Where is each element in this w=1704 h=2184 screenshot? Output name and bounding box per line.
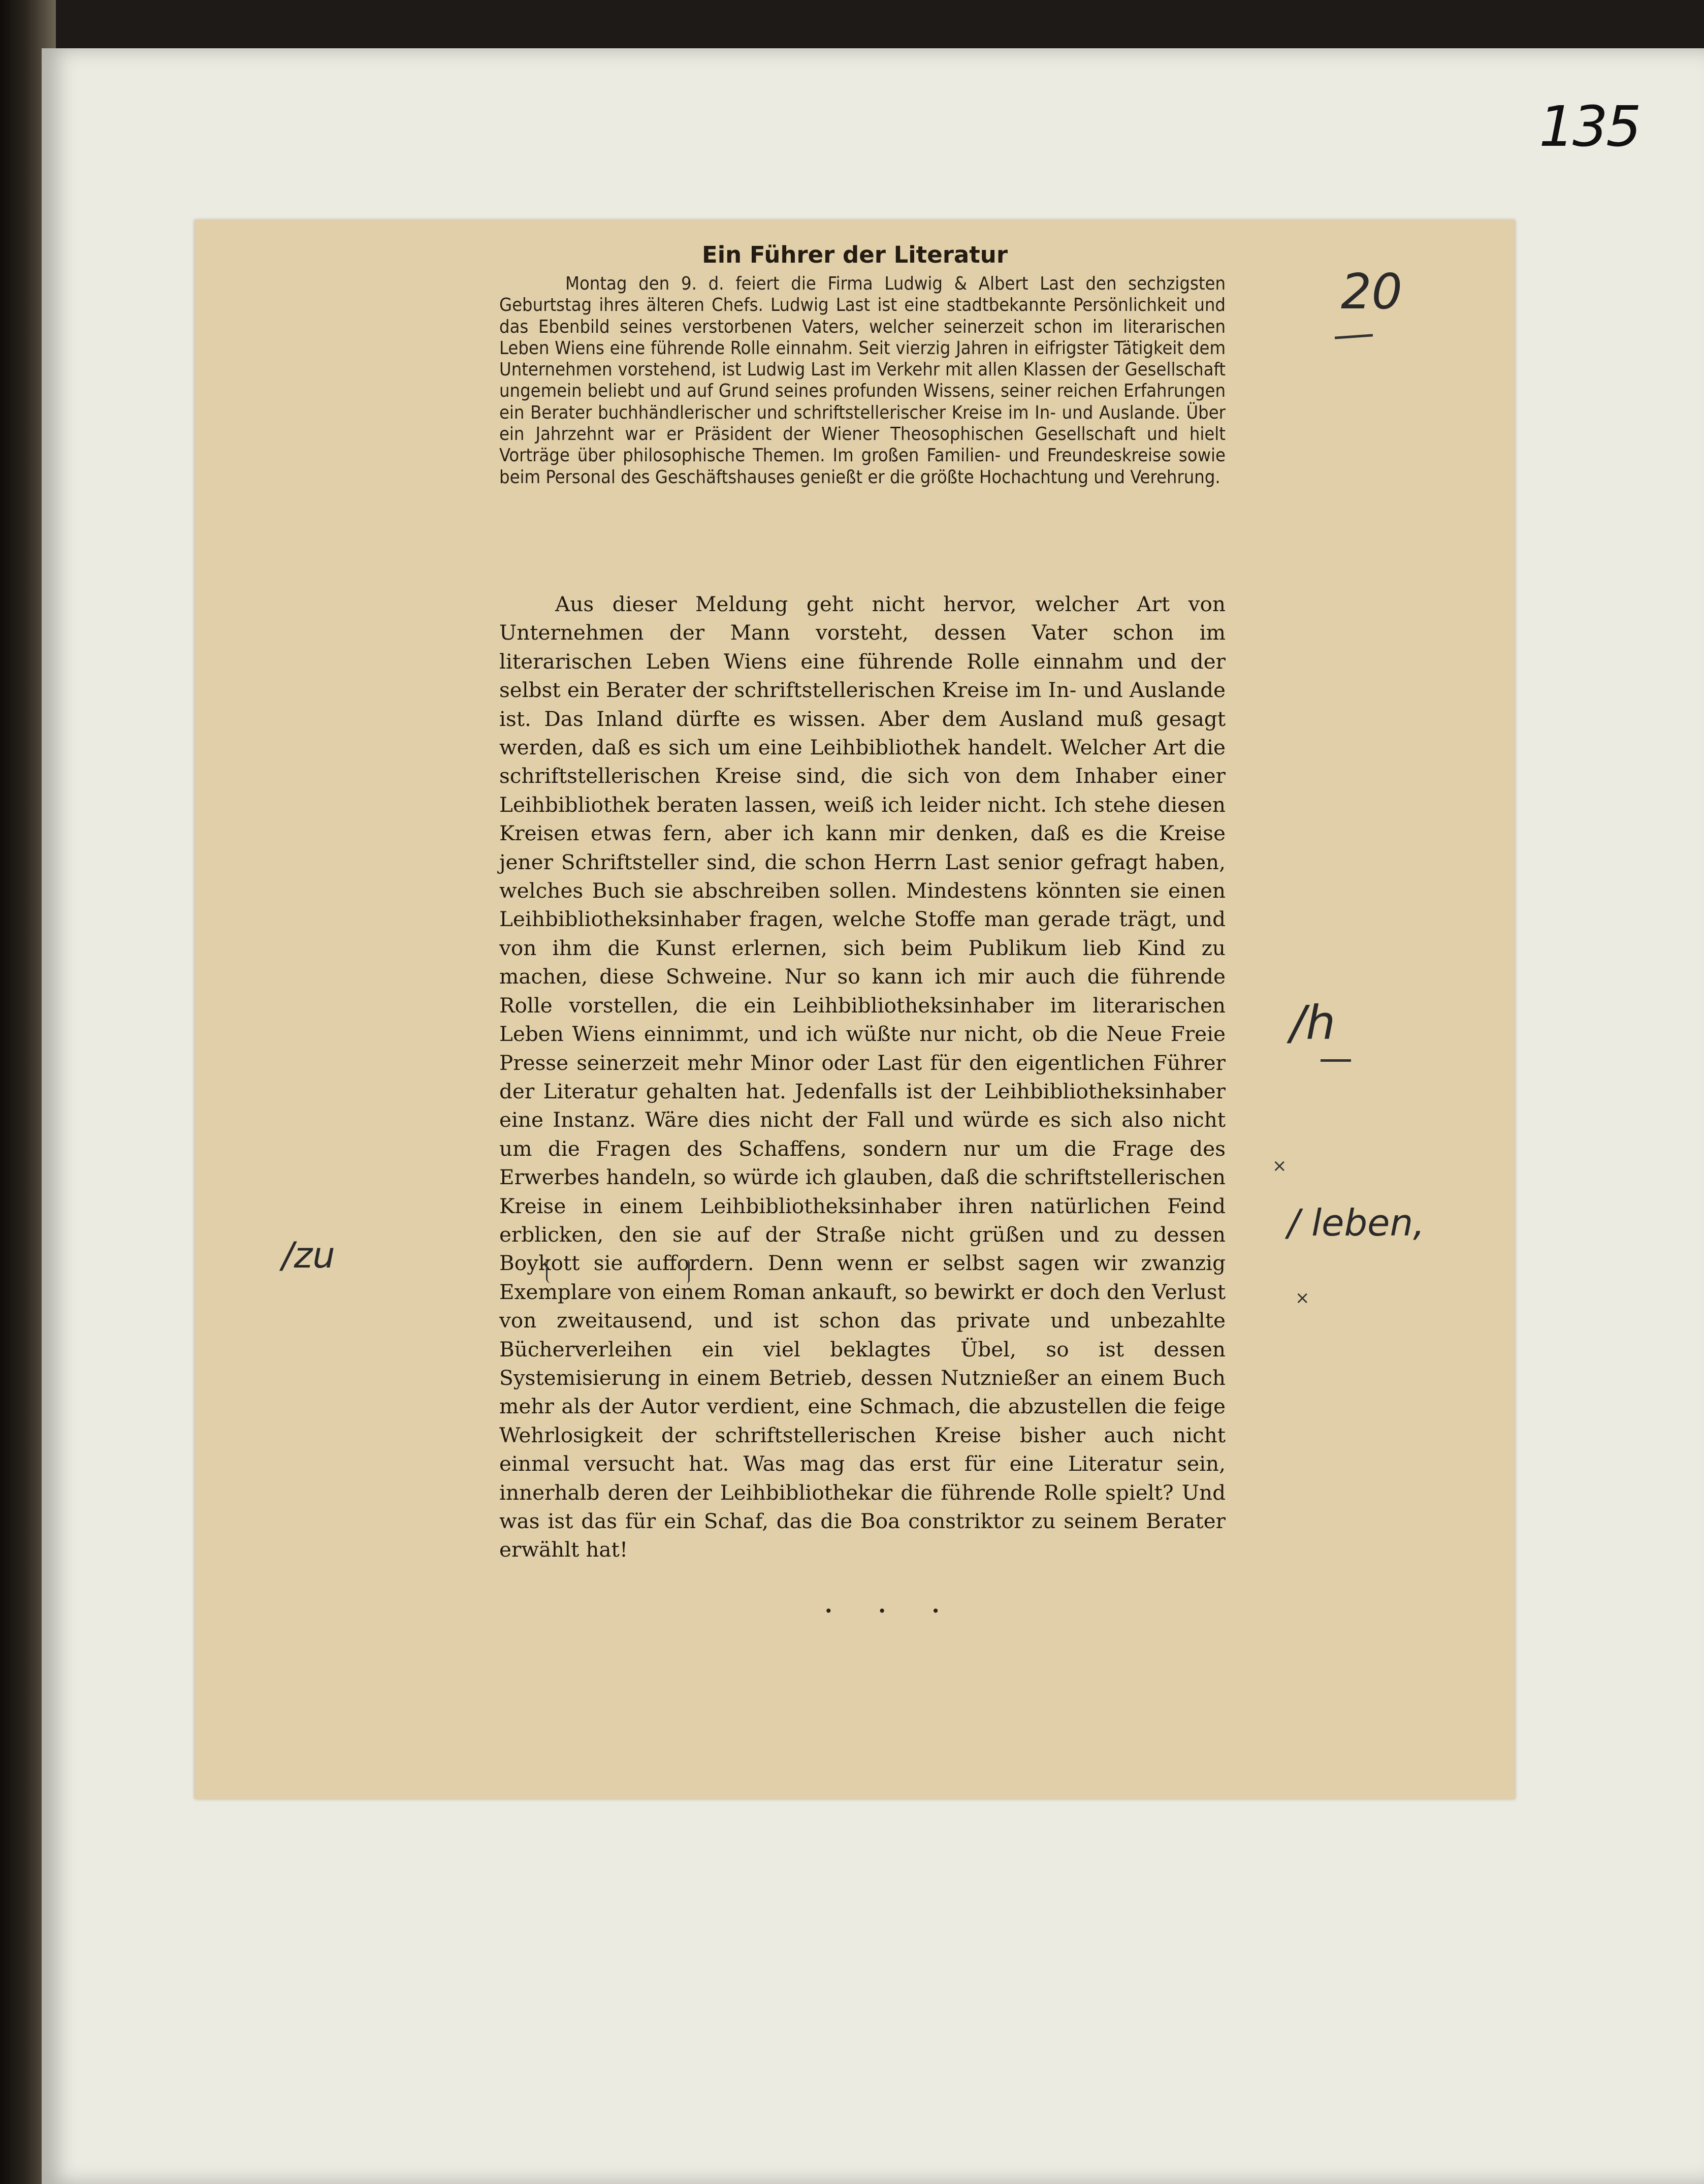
margin-note-left: /zu [282, 1235, 335, 1276]
margin-note-middle-right: /h [1290, 996, 1336, 1050]
edit-bracket-open [546, 1260, 690, 1283]
margin-underline [1321, 1059, 1351, 1062]
cross-mark: × [1295, 1288, 1310, 1308]
edit-bracket-close [683, 1260, 690, 1283]
clipping-title: Ein Führer der Literatur [701, 241, 1008, 268]
birthday-notice: Montag den 9. d. feiert die Firma Ludwig & Albert Last den sechzigsten Geburtstag ihres älteren Chefs. Ludwig Last ist eine stadtbekannte Persönlichkeit und das Ebenbild seines verstorbenen Vaters, welcher seinerzeit schon im literarischen Leben Wiens eine führende Rolle einnahm. Seit vierzig Jahren in eifrigster Tätigkeit dem Unternehmen vorstehend, ist Ludwig Last im Verkehr mit allen Klassen der Gesellschaft ungemein beliebt und auf Grund seines profunden Wissens, seiner reichen Erfahrungen ein Berater buchhändlerischer und schriftstellerischer Kreise im In- und Auslande. Über ein Jahrzehnt war er Präsident der Wiener Theosophischen Gesellschaft und hielt Vorträge über philosophische Themen. Im großen Familien- und Freundeskreise sowie beim Personal des Geschäftshauses genießt er die größte Hochachtung und Verehrung. [499, 273, 1226, 488]
page-number: 135 [1539, 94, 1639, 159]
margin-note-lower-right: / leben, [1288, 1201, 1425, 1244]
closing-ornament: • • • [824, 1603, 960, 1620]
commentary-text: Aus dieser Meldung geht nicht hervor, welcher Art von Unternehmen der Mann vorsteht, dessen Vater schon im literarischen Leben Wiens eine führende Rolle einnahm und der selbst ein Berater der schriftstellerischen Kreise im In- und Auslande ist. Das Inland dürfte es wissen. Aber dem Ausland muß gesagt werden, daß es sich um eine Leihbibliothek handelt. Welcher Art die schriftstellerischen Kreise sind, die sich von dem Inhaber einer Leihbibliothek beraten lassen, weiß ich leider nicht. Ich stehe diesen Kreisen etwas fern, aber ich kann mir denken, daß es die Kreise jener Schriftsteller sind, die schon Herrn Last senior gefragt haben, welches Buch sie abschreiben sollen. Mindestens könnten sie einen Leihbibliotheksinhaber fragen, welche Stoffe man gerade trägt, und von ihm die Kunst erlernen, sich beim Publikum lieb Kind zu machen, diese Schweine. Nur so kann ich mir auch die führende Rolle vorstellen, die ein Leihbibliotheksinhaber im literarischen Leben Wiens einnimmt, und ich wüßte nur nicht, ob die Neue Freie Presse seinerzeit mehr Minor oder Last für den eigentlichen Führer der Literatur gehalten hat. Jedenfalls ist der Leihbibliotheksinhaber eine Instanz. Wäre dies nicht der Fall und würde es sich also nicht um die Fragen des Schaffens, sondern nur um die Frage des Erwerbes handeln, so würde ich glauben, daß die schriftstellerischen Kreise in einem Leihbibliotheksinhaber ihren natürlichen Feind erblicken, den sie auf der Straße nicht grüßen und zu dessen Boykott sie auffordern. Denn wenn er selbst sagen wir zwanzig Exemplare von einem Roman ankauft, so bewirkt er doch den Verlust von zweitausend, und ist schon das private und unbezahlte Bücherverleihen ein viel beklagtes Übel, so ist dessen Systemisierung in einem Betrieb, dessen Nutznießer an einem Buch mehr als der Autor verdient, eine Schmach, die abzustellen die feige Wehrlosigkeit der schriftstellerischen Kreise bisher auch nicht einmal versucht hat. Was mag das erst für eine Literatur sein, innerhalb deren der Leihbibliothekar die führende Rolle spielt? Und was ist das für ein Schaf, das die Boa constriktor zu seinem Berater erwählt hat! [499, 592, 1226, 1562]
cross-mark: × [1272, 1156, 1287, 1176]
margin-note-top-right: 20 [1341, 264, 1402, 320]
